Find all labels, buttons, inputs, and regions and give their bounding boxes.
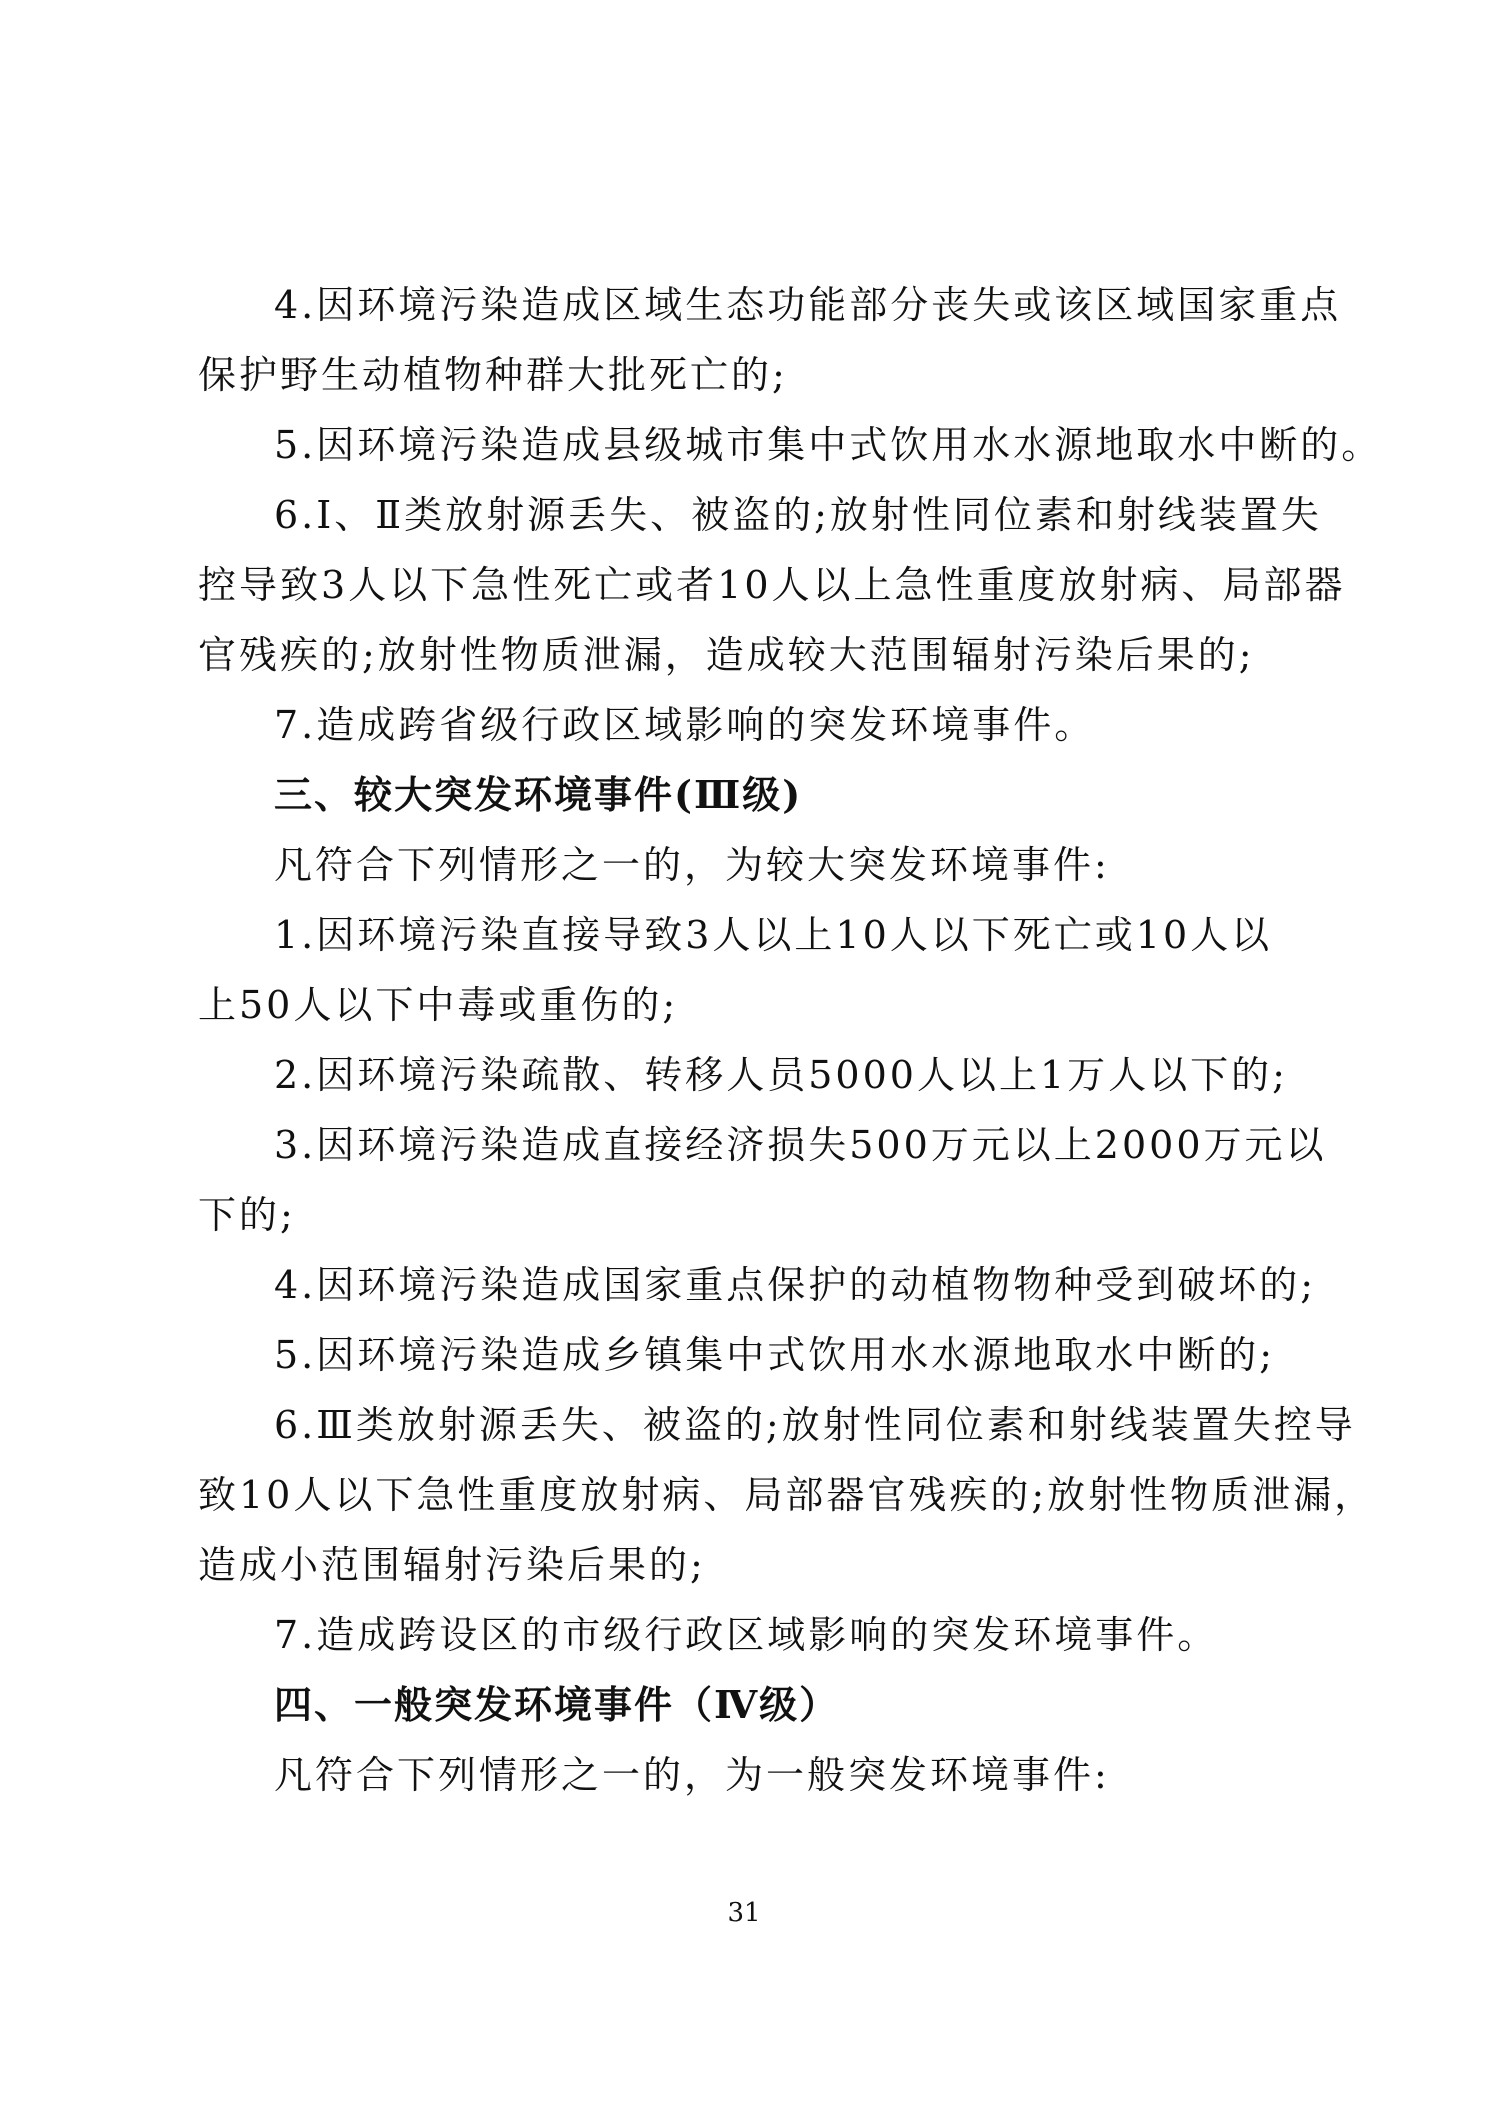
text-line: 致10人以下急性重度放射病、局部器官残疾的;放射性物质泄漏， [198,1473,1376,1517]
text-line: 5.因环境污染造成县级城市集中式饮用水水源地取水中断的。 [274,423,1383,467]
text-line: 2.因环境污染疏散、转移人员5000人以上1万人以下的; [274,1053,1288,1097]
section-heading: 三、较大突发环境事件(Ⅲ级) [274,772,803,817]
text-line: 官残疾的;放射性物质泄漏，造成较大范围辐射污染后果的; [198,633,1255,677]
text-line: 保护野生动植物种群大批死亡的; [198,353,788,397]
text-line: 5.因环境污染造成乡镇集中式饮用水水源地取水中断的; [274,1333,1276,1377]
text-line: 下的; [198,1193,296,1237]
text-line: 6.Ⅲ类放射源丢失、被盗的;放射性同位素和射线装置失控导 [274,1403,1356,1447]
text-line: 凡符合下列情形之一的，为较大突发环境事件: [274,843,1110,887]
text-line: 凡符合下列情形之一的，为一般突发环境事件: [274,1753,1110,1797]
text-line: 4.因环境污染造成国家重点保护的动植物物种受到破坏的; [274,1263,1317,1307]
text-line: 6.Ⅰ、Ⅱ类放射源丢失、被盗的;放射性同位素和射线装置失 [274,493,1322,537]
page-number: 31 [727,1898,761,1928]
text-line: 3.因环境污染造成直接经济损失500万元以上2000万元以 [274,1123,1327,1167]
text-line: 上50人以下中毒或重伤的; [198,983,679,1027]
text-line: 7.造成跨省级行政区域影响的突发环境事件。 [274,703,1096,747]
text-line: 造成小范围辐射污染后果的; [198,1543,706,1587]
text-line: 控导致3人以下急性死亡或者10人以上急性重度放射病、局部器 [198,563,1346,607]
text-line: 7.造成跨设区的市级行政区域影响的突发环境事件。 [274,1613,1219,1657]
text-line: 1.因环境污染直接导致3人以上10人以下死亡或10人以 [274,913,1273,957]
text-line: 4.因环境污染造成区域生态功能部分丧失或该区域国家重点 [274,283,1342,327]
section-heading: 四、一般突发环境事件（Ⅳ级） [274,1682,840,1727]
